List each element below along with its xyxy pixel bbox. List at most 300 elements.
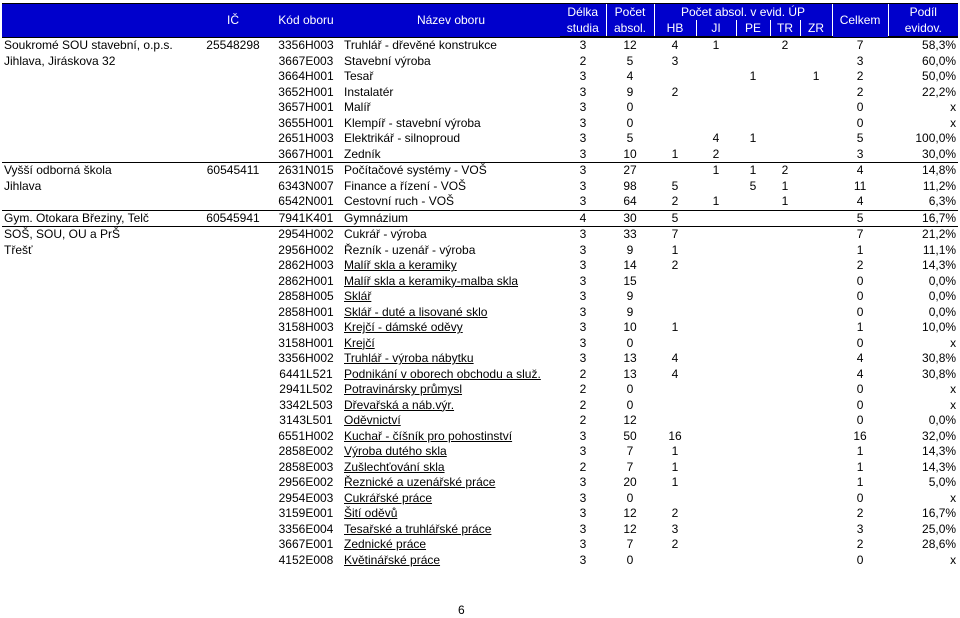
row-pocet: 10 bbox=[623, 320, 637, 335]
row-celkem: 1 bbox=[856, 444, 864, 459]
row-hb bbox=[654, 69, 696, 85]
row-hb bbox=[654, 100, 696, 116]
row-nazev-oboru: Sklář bbox=[344, 289, 372, 304]
row-kod-oboru: 3667E003 bbox=[278, 53, 334, 68]
row-pe bbox=[736, 475, 770, 491]
row-ic bbox=[196, 320, 270, 336]
row-pocet: 9 bbox=[626, 304, 634, 319]
header-evid-up: Počet absol. v evid. ÚP bbox=[654, 4, 832, 21]
row-pe bbox=[736, 351, 770, 367]
row-pocet: 27 bbox=[606, 163, 654, 179]
row-kod-oboru: 3159E001 bbox=[278, 506, 334, 521]
row-celkem: 2 bbox=[856, 258, 864, 273]
row-hb: 3 bbox=[671, 53, 679, 68]
row-ic bbox=[196, 227, 270, 243]
row-celkem: 11 bbox=[853, 178, 867, 193]
row-hb bbox=[654, 413, 696, 429]
row-hb: 2 bbox=[671, 506, 679, 521]
row-delka: 3 bbox=[579, 506, 587, 521]
row-tr bbox=[770, 243, 800, 259]
row-tr bbox=[770, 475, 800, 491]
row-school: Vyšší odborná škola bbox=[2, 163, 196, 179]
row-kod-oboru: 3356H002 bbox=[278, 351, 334, 366]
row-zr bbox=[800, 553, 832, 569]
row-tr bbox=[770, 444, 800, 460]
row-kod-oboru: 7941K401 bbox=[270, 210, 342, 227]
row-hb bbox=[654, 398, 696, 414]
row-celkem: 0 bbox=[856, 552, 864, 567]
row-delka: 2 bbox=[579, 53, 587, 68]
row-ic bbox=[196, 147, 270, 163]
row-pocet: 20 bbox=[623, 475, 637, 490]
row-ic bbox=[196, 69, 270, 85]
row-tr: 2 bbox=[770, 163, 800, 179]
row-celkem: 0 bbox=[856, 490, 864, 505]
row-zr bbox=[800, 37, 832, 54]
row-ji bbox=[696, 413, 736, 429]
row-delka: 2 bbox=[579, 382, 587, 397]
row-ji bbox=[696, 243, 736, 259]
row-ji bbox=[696, 491, 736, 507]
row-school bbox=[2, 429, 196, 445]
row-podil: 21,2% bbox=[888, 227, 958, 243]
row-ic bbox=[196, 367, 270, 383]
row-school bbox=[2, 100, 196, 116]
row-ic bbox=[196, 258, 270, 274]
row-tr bbox=[770, 553, 800, 569]
row-zr bbox=[800, 227, 832, 243]
table-row bbox=[2, 147, 958, 163]
row-nazev-oboru: Gymnázium bbox=[342, 210, 560, 227]
row-ji: 2 bbox=[712, 146, 720, 161]
table-row bbox=[2, 243, 958, 259]
row-ji bbox=[696, 553, 736, 569]
row-school bbox=[2, 537, 196, 553]
row-podil: 60,0% bbox=[922, 53, 957, 68]
row-pe bbox=[736, 210, 770, 227]
table-row bbox=[2, 429, 958, 445]
row-school bbox=[2, 320, 196, 336]
row-hb: 2 bbox=[671, 84, 679, 99]
row-celkem: 2 bbox=[856, 506, 864, 521]
row-kod-oboru: 3342L503 bbox=[279, 397, 333, 412]
row-ic bbox=[196, 553, 270, 569]
row-school: Gym. Otokara Březiny, Telč bbox=[2, 210, 196, 227]
row-pe bbox=[736, 243, 770, 259]
row-nazev-oboru: Malíř skla a keramiky-malba skla bbox=[344, 273, 519, 288]
row-celkem: 1 bbox=[856, 242, 864, 257]
row-nazev-oboru: Řeznické a uzenářské práce bbox=[344, 475, 496, 490]
row-ji bbox=[696, 429, 736, 445]
row-tr bbox=[770, 274, 800, 290]
row-pe bbox=[736, 227, 770, 243]
row-pocet: 12 bbox=[623, 506, 637, 521]
row-tr bbox=[770, 429, 800, 445]
row-delka: 3 bbox=[579, 475, 587, 490]
row-hb: 2 bbox=[671, 537, 679, 552]
row-kod-oboru: 2956H002 bbox=[278, 242, 334, 257]
row-kod-oboru: 6441L521 bbox=[279, 366, 333, 381]
row-ji bbox=[696, 475, 736, 491]
header-podil-2: evidov. bbox=[888, 20, 958, 37]
row-delka: 2 bbox=[579, 413, 587, 428]
table-row bbox=[2, 116, 958, 132]
row-pocet: 12 bbox=[623, 521, 637, 536]
row-pocet: 13 bbox=[623, 351, 637, 366]
row-pocet: 0 bbox=[626, 100, 634, 115]
row-ji bbox=[696, 85, 736, 101]
row-hb bbox=[654, 274, 696, 290]
row-pocet: 4 bbox=[626, 69, 634, 84]
row-delka: 3 bbox=[579, 428, 587, 443]
row-ic bbox=[196, 413, 270, 429]
row-nazev-oboru: Dřevařská a náb.výr. bbox=[344, 397, 455, 412]
row-podil: x bbox=[950, 490, 957, 505]
row-ji bbox=[696, 444, 736, 460]
row-delka: 3 bbox=[579, 490, 587, 505]
row-zr bbox=[800, 243, 832, 259]
table-row bbox=[2, 475, 958, 491]
row-school: Jihlava bbox=[4, 178, 42, 193]
row-nazev-oboru: Krejčí bbox=[344, 335, 375, 350]
row-ic bbox=[196, 444, 270, 460]
row-ic bbox=[196, 460, 270, 476]
row-pe bbox=[736, 274, 770, 290]
row-podil: x bbox=[950, 552, 957, 567]
row-hb: 1 bbox=[671, 320, 679, 335]
row-kod-oboru: 2862H003 bbox=[278, 258, 334, 273]
table-row bbox=[2, 320, 958, 336]
row-nazev-oboru: Výroba dutého skla bbox=[344, 444, 447, 459]
row-pe bbox=[736, 100, 770, 116]
row-zr bbox=[800, 289, 832, 305]
row-podil: x bbox=[950, 335, 957, 350]
row-zr bbox=[800, 398, 832, 414]
row-pe bbox=[736, 367, 770, 383]
table-row bbox=[2, 210, 958, 227]
row-school: Třešť bbox=[4, 242, 33, 257]
row-delka: 3 bbox=[579, 273, 587, 288]
row-zr bbox=[800, 100, 832, 116]
row-ji bbox=[696, 179, 736, 195]
row-school bbox=[2, 367, 196, 383]
row-pe bbox=[736, 429, 770, 445]
header-nazev-oboru: Název oboru bbox=[342, 4, 560, 38]
table-row bbox=[2, 274, 958, 290]
row-ic: 60545941 bbox=[196, 210, 270, 227]
row-ji: 1 bbox=[712, 194, 720, 209]
row-zr bbox=[800, 444, 832, 460]
row-celkem: 0 bbox=[856, 304, 864, 319]
row-kod-oboru: 3655H001 bbox=[278, 115, 334, 130]
row-hb bbox=[654, 289, 696, 305]
row-podil: 28,6% bbox=[922, 537, 957, 552]
row-podil: 30,8% bbox=[922, 366, 957, 381]
row-podil: 30,8% bbox=[922, 351, 957, 366]
row-ic bbox=[196, 305, 270, 321]
row-hb bbox=[654, 116, 696, 132]
row-ji bbox=[696, 522, 736, 538]
row-tr bbox=[770, 522, 800, 538]
row-pocet: 0 bbox=[626, 382, 634, 397]
row-nazev-oboru: Stavební výroba bbox=[344, 53, 431, 68]
row-ji bbox=[696, 460, 736, 476]
row-podil: x bbox=[950, 397, 957, 412]
row-school: SOŠ, SOU, OU a PrŠ bbox=[2, 227, 196, 243]
row-ic bbox=[196, 100, 270, 116]
row-podil: 14,3% bbox=[922, 258, 957, 273]
row-ic bbox=[196, 274, 270, 290]
row-delka: 3 bbox=[579, 131, 587, 146]
row-hb: 3 bbox=[671, 521, 679, 536]
row-kod-oboru: 2858H001 bbox=[278, 304, 334, 319]
row-pe bbox=[736, 553, 770, 569]
header-tr: TR bbox=[770, 20, 800, 37]
row-ji bbox=[696, 210, 736, 227]
row-nazev-oboru: Tesařské a truhlářské práce bbox=[344, 521, 492, 536]
table-row bbox=[2, 131, 958, 147]
row-school bbox=[2, 258, 196, 274]
row-nazev-oboru: Instalatér bbox=[344, 84, 394, 99]
row-tr bbox=[770, 289, 800, 305]
row-tr bbox=[770, 100, 800, 116]
row-tr bbox=[770, 460, 800, 476]
row-kod-oboru: 2631N015 bbox=[270, 163, 342, 179]
row-tr: 2 bbox=[770, 37, 800, 54]
row-podil: 5,0% bbox=[928, 475, 957, 490]
row-zr bbox=[800, 382, 832, 398]
row-tr bbox=[770, 210, 800, 227]
row-celkem: 16 bbox=[853, 428, 867, 443]
row-celkem: 4 bbox=[832, 163, 888, 179]
row-school bbox=[2, 116, 196, 132]
row-podil: 0,0% bbox=[928, 289, 957, 304]
header-delka-2: studia bbox=[560, 20, 606, 37]
row-tr: 1 bbox=[781, 194, 789, 209]
row-zr bbox=[800, 429, 832, 445]
row-podil: 14,3% bbox=[922, 459, 957, 474]
row-ic bbox=[196, 475, 270, 491]
row-celkem: 4 bbox=[856, 194, 864, 209]
row-school: Soukromé SOU stavební, o.p.s. bbox=[2, 37, 196, 54]
row-hb: 5 bbox=[654, 210, 696, 227]
row-school bbox=[2, 382, 196, 398]
row-tr bbox=[770, 227, 800, 243]
row-pe bbox=[736, 491, 770, 507]
row-pocet: 13 bbox=[623, 366, 637, 381]
row-zr bbox=[800, 147, 832, 163]
row-celkem: 4 bbox=[856, 351, 864, 366]
row-school bbox=[2, 460, 196, 476]
row-hb: 4 bbox=[654, 37, 696, 54]
row-school bbox=[2, 522, 196, 538]
table-row bbox=[2, 305, 958, 321]
table-body bbox=[2, 37, 958, 568]
row-kod-oboru: 2858H005 bbox=[278, 289, 334, 304]
row-delka: 3 bbox=[560, 227, 606, 243]
row-school bbox=[2, 491, 196, 507]
row-ji bbox=[696, 100, 736, 116]
table-row bbox=[2, 491, 958, 507]
row-delka: 2 bbox=[579, 366, 587, 381]
row-pocet: 7 bbox=[626, 537, 634, 552]
row-pocet: 7 bbox=[626, 459, 634, 474]
row-hb: 1 bbox=[671, 475, 679, 490]
row-celkem: 0 bbox=[856, 100, 864, 115]
row-ji bbox=[696, 382, 736, 398]
row-delka: 3 bbox=[579, 304, 587, 319]
table-row bbox=[2, 163, 958, 179]
row-ic bbox=[196, 382, 270, 398]
row-nazev-oboru: Truhlář - dřevěné konstrukce bbox=[342, 37, 560, 54]
row-kod-oboru: 6542N001 bbox=[278, 194, 334, 209]
row-pe bbox=[736, 537, 770, 553]
table-row bbox=[2, 444, 958, 460]
row-nazev-oboru: Krejčí - dámské oděvy bbox=[344, 320, 463, 335]
row-ic bbox=[196, 506, 270, 522]
row-pocet: 15 bbox=[623, 273, 637, 288]
row-tr bbox=[770, 351, 800, 367]
row-kod-oboru: 3158H003 bbox=[278, 320, 334, 335]
row-pe bbox=[736, 444, 770, 460]
row-school: Jihlava, Jiráskova 32 bbox=[4, 53, 116, 68]
row-celkem: 0 bbox=[856, 382, 864, 397]
row-hb bbox=[654, 336, 696, 352]
row-pocet: 14 bbox=[623, 258, 637, 273]
row-school bbox=[2, 444, 196, 460]
row-pe bbox=[736, 305, 770, 321]
row-podil: 14,8% bbox=[888, 163, 958, 179]
row-ic bbox=[196, 131, 270, 147]
row-school bbox=[2, 289, 196, 305]
row-school bbox=[2, 553, 196, 569]
row-zr bbox=[800, 210, 832, 227]
row-podil: 32,0% bbox=[922, 428, 957, 443]
row-pocet: 5 bbox=[626, 131, 634, 146]
row-tr bbox=[770, 367, 800, 383]
row-zr bbox=[800, 274, 832, 290]
row-tr bbox=[770, 85, 800, 101]
row-pocet: 0 bbox=[626, 335, 634, 350]
row-hb: 4 bbox=[671, 351, 679, 366]
row-school bbox=[2, 398, 196, 414]
header-pocet: Počet bbox=[606, 4, 654, 21]
graduates-table bbox=[2, 3, 958, 568]
row-ic bbox=[196, 336, 270, 352]
row-pocet: 0 bbox=[626, 552, 634, 567]
header-school bbox=[2, 4, 196, 38]
header-pocet-2: absol. bbox=[606, 20, 654, 37]
row-zr bbox=[800, 460, 832, 476]
row-ic: 60545411 bbox=[196, 163, 270, 179]
row-delka: 3 bbox=[579, 537, 587, 552]
row-tr: 1 bbox=[781, 178, 789, 193]
row-celkem: 1 bbox=[856, 459, 864, 474]
row-pocet: 0 bbox=[626, 490, 634, 505]
row-ic bbox=[196, 537, 270, 553]
row-kod-oboru: 2941L502 bbox=[279, 382, 333, 397]
table-row bbox=[2, 522, 958, 538]
row-pe: 1 bbox=[749, 69, 757, 84]
row-podil: x bbox=[950, 115, 957, 130]
row-ic bbox=[196, 194, 270, 210]
row-zr bbox=[800, 305, 832, 321]
page-number: 6 bbox=[458, 603, 465, 617]
row-ic bbox=[196, 491, 270, 507]
row-pe: 1 bbox=[736, 163, 770, 179]
row-podil: 58,3% bbox=[888, 37, 958, 54]
table-row bbox=[2, 506, 958, 522]
row-ic bbox=[196, 85, 270, 101]
row-tr bbox=[770, 305, 800, 321]
row-podil: 11,2% bbox=[922, 178, 957, 193]
row-pe bbox=[736, 85, 770, 101]
table-row bbox=[2, 460, 958, 476]
row-nazev-oboru: Cukrářské práce bbox=[344, 490, 433, 505]
header-pe: PE bbox=[736, 20, 770, 37]
row-ic bbox=[196, 179, 270, 195]
row-zr bbox=[800, 320, 832, 336]
row-hb bbox=[654, 553, 696, 569]
row-delka: 3 bbox=[579, 258, 587, 273]
row-celkem: 0 bbox=[856, 115, 864, 130]
row-school bbox=[2, 336, 196, 352]
row-nazev-oboru: Sklář - duté a lisované sklo bbox=[344, 304, 488, 319]
row-school bbox=[2, 69, 196, 85]
row-zr bbox=[800, 475, 832, 491]
header-celkem: Celkem bbox=[832, 4, 888, 38]
row-zr bbox=[800, 163, 832, 179]
row-kod-oboru: 2651H003 bbox=[278, 131, 334, 146]
row-zr bbox=[800, 179, 832, 195]
row-zr bbox=[800, 54, 832, 70]
row-pe: 1 bbox=[749, 131, 757, 146]
row-school bbox=[2, 413, 196, 429]
row-ji bbox=[696, 320, 736, 336]
row-hb: 5 bbox=[671, 178, 679, 193]
row-tr bbox=[770, 398, 800, 414]
table-row bbox=[2, 179, 958, 195]
row-delka: 4 bbox=[560, 210, 606, 227]
row-celkem: 2 bbox=[856, 537, 864, 552]
row-delka: 3 bbox=[579, 194, 587, 209]
row-zr bbox=[800, 351, 832, 367]
row-podil: 6,3% bbox=[928, 194, 957, 209]
row-celkem: 2 bbox=[856, 69, 864, 84]
row-ic bbox=[196, 522, 270, 538]
row-tr bbox=[770, 537, 800, 553]
row-pocet: 0 bbox=[626, 115, 634, 130]
row-podil: 25,0% bbox=[922, 521, 957, 536]
row-podil: x bbox=[950, 100, 957, 115]
row-kod-oboru: 3657H001 bbox=[278, 100, 334, 115]
row-kod-oboru: 3667E001 bbox=[278, 537, 334, 552]
row-hb: 1 bbox=[671, 459, 679, 474]
row-hb bbox=[654, 131, 696, 147]
row-ic bbox=[196, 351, 270, 367]
row-nazev-oboru: Truhlář - výroba nábytku bbox=[344, 351, 474, 366]
row-school bbox=[2, 506, 196, 522]
row-school bbox=[2, 131, 196, 147]
row-nazev-oboru: Zušlechťování skla bbox=[344, 459, 445, 474]
row-delka: 2 bbox=[579, 397, 587, 412]
table-row bbox=[2, 69, 958, 85]
row-nazev-oboru: Cestovní ruch - VOŠ bbox=[344, 194, 455, 209]
row-celkem: 4 bbox=[856, 366, 864, 381]
row-pe bbox=[736, 413, 770, 429]
row-delka: 3 bbox=[579, 84, 587, 99]
row-nazev-oboru: Klempíř - stavební výroba bbox=[344, 115, 481, 130]
